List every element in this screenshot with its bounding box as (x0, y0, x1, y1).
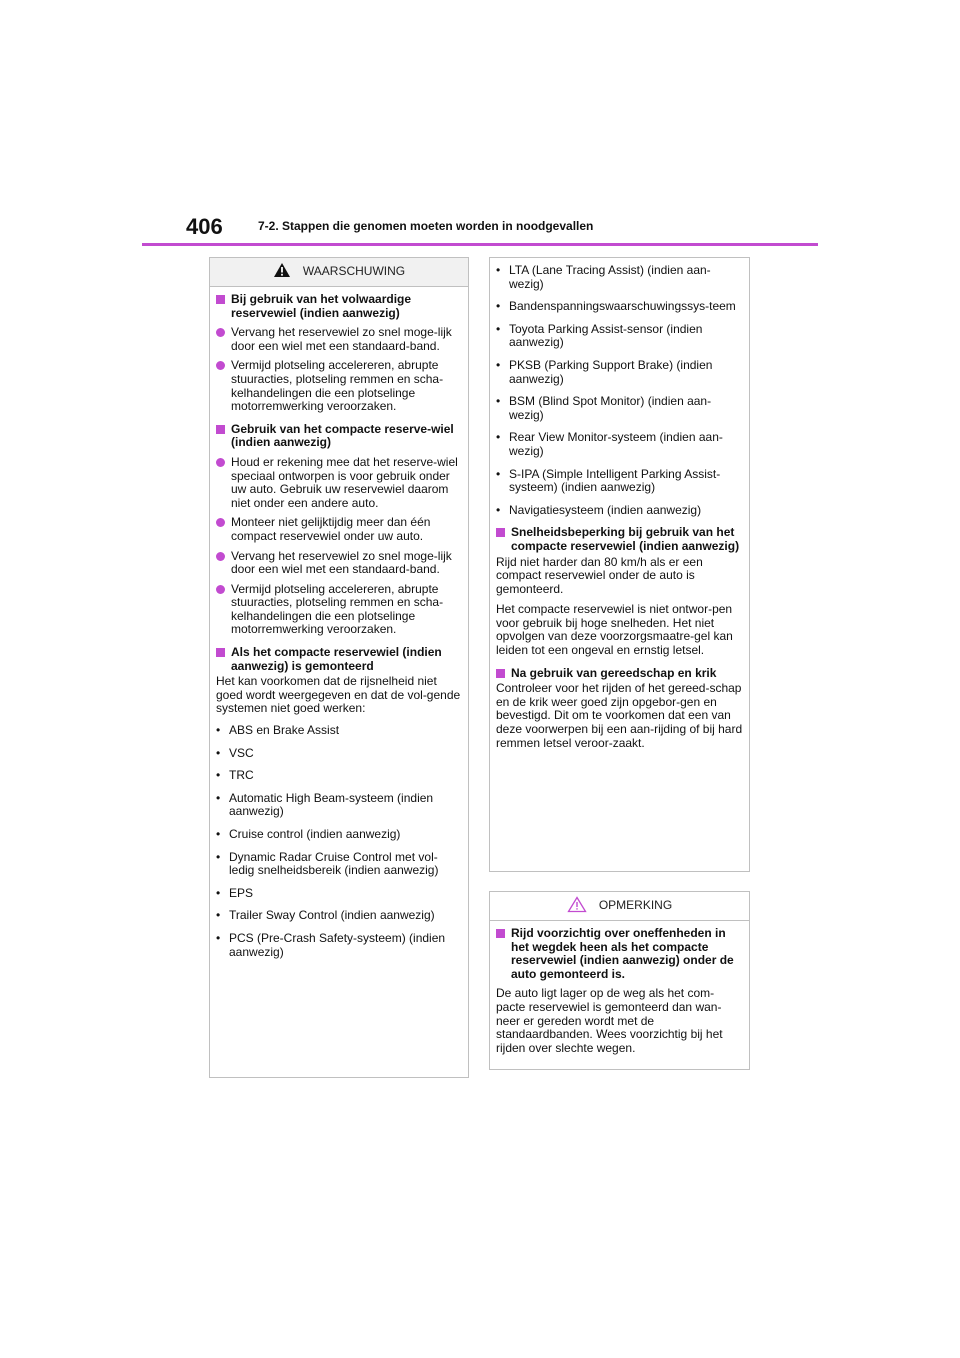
list-item-text: Bandenspanningswaarschuwingssys-teem (509, 299, 736, 314)
square-bullet-icon (496, 528, 505, 537)
paragraph: Rijd niet harder dan 80 km/h als er een compact reservewiel onder de auto is gemonteerd. (496, 554, 703, 596)
notice-box-header (490, 892, 749, 921)
list-item-text: Vervang het reservewiel zo snel moge-lijk door een wiel met een standaard-band. (231, 548, 452, 577)
paragraph: Het compacte reservewiel is niet ontwor-pen voor gebruik bij hoge snelheden. Het niet opvolgen van deze voorzorgsmaatre-gel kan leiden tot een ongeval en ernstig letsel. (496, 602, 733, 658)
list-item: • TRC (216, 768, 254, 783)
round-bullet-icon (216, 552, 225, 561)
warning-box-continued (489, 257, 750, 872)
notice-triangle-icon (567, 896, 587, 917)
list-item: • VSC (216, 745, 254, 760)
round-bullet-icon (216, 361, 225, 370)
list-item (216, 550, 462, 577)
list-item: • Toyota Parking Assist-sensor (indien aanwezig) (496, 323, 743, 350)
section-heading (496, 927, 743, 981)
notice-label: OPMERKING (598, 898, 673, 913)
list-item-text: Toyota Parking Assist-sensor (indien aanwezig) (509, 321, 703, 350)
warning-box-header (210, 258, 468, 287)
list-item-text: PCS (Pre-Crash Safety-systeem) (indien aanwezig) (229, 930, 446, 959)
list-item: • EPS (216, 885, 254, 900)
list-item: • Cruise control (indien aanwezig) (216, 827, 401, 841)
section-heading (496, 526, 743, 553)
list-item-text: Houd er rekening mee dat het reserve-wiel speciaal ontworpen is voor gebruik onder uw auto. Gebruik uw reservewiel daarom niet onder een andere auto. (231, 454, 458, 510)
list-item-text: Rear View Monitor-systeem (indien aan-wezig) (509, 430, 723, 458)
list-item-text: Vermijd plotseling accelereren, abrupte stuuracties, plotseling remmen en scha-kelhandelingen die een plotselinge motorremwerking veroorzaken. (231, 581, 444, 637)
warning-triangle-icon (273, 262, 291, 282)
list-item (216, 326, 462, 353)
section-heading (216, 646, 462, 673)
list-item: • Rear View Monitor-systeem (indien aan-wezig) (496, 431, 743, 458)
section-heading (216, 293, 462, 320)
list-item-text: Vervang het reservewiel zo snel moge-lijk door een wiel met een standaard-band. (231, 325, 452, 353)
list-item: • Trailer Sway Control (indien aanwezig) (216, 908, 435, 923)
systems-list (216, 724, 462, 959)
list-item (216, 583, 462, 637)
list-item-text: ABS en Brake Assist (229, 723, 340, 738)
list-item-text: LTA (Lane Tracing Assist) (indien aan-wezig) (509, 263, 711, 291)
paragraph: Het kan voorkomen dat de rijsnelheid niet goed wordt weergegeven en dat de vol-gende systemen niet goed werken: (216, 674, 461, 716)
paragraph: Controleer voor het rijden of het gereed-schap en de krik weer goed zijn opgebor-gen en bevestigd. Dit om te voorkomen dat een van deze voorwerpen bij een aan-rijding of bij hard remmen letsel veroor-zaakt. (496, 681, 743, 750)
list-item (216, 359, 462, 413)
list-item: • PCS (Pre-Crash Safety-systeem) (indien aanwezig) (216, 932, 462, 959)
heading-text: Na gebruik van gereedschap en krik (511, 665, 717, 680)
square-bullet-icon (216, 648, 225, 657)
list-item-text: PKSB (Parking Support Brake) (indien aanwezig) (509, 357, 713, 386)
heading-text: Gebruik van het compacte reserve-wiel (indien aanwezig) (231, 421, 454, 450)
list-item: • ABS en Brake Assist (216, 723, 340, 738)
list-item-text: BSM (Blind Spot Monitor) (indien aan-wezig) (509, 394, 712, 422)
list-item-text: Navigatiesysteem (indien aanwezig) (509, 502, 702, 517)
square-bullet-icon (216, 425, 225, 434)
list-item-text: TRC (229, 768, 254, 783)
list-item-text: Trailer Sway Control (indien aanwezig) (229, 908, 435, 923)
section-heading (496, 667, 743, 681)
warning-label: WAARSCHUWING (302, 264, 406, 279)
chapter-title: 7-2. Stappen die genomen moeten worden in noodgevallen (258, 219, 594, 233)
square-bullet-icon (216, 295, 225, 304)
heading-text: Bij gebruik van het volwaardige reservewiel (indien aanwezig) (231, 292, 412, 320)
list-item-text: VSC (229, 745, 254, 760)
section-heading (216, 423, 462, 450)
list-item-text: S-IPA (Simple Intelligent Parking Assist-systeem) (indien aanwezig) (509, 466, 721, 495)
square-bullet-icon (496, 929, 505, 938)
list-item: • Navigatiesysteem (indien aanwezig) (496, 502, 702, 517)
header-divider (142, 243, 818, 246)
list-item: • Automatic High Beam-systeem (indien aanwezig) (216, 792, 462, 819)
warning-box (209, 257, 469, 1078)
round-bullet-icon (216, 328, 225, 337)
list-item: • S-IPA (Simple Intelligent Parking Assist-systeem) (indien aanwezig) (496, 468, 743, 495)
list-item-text: Dynamic Radar Cruise Control met vol-ledig snelheidsbereik (indien aanwezig) (229, 849, 439, 878)
list-item-text: EPS (229, 885, 254, 900)
list-item: • LTA (Lane Tracing Assist) (indien aan-wezig) (496, 264, 743, 291)
list-item (216, 516, 462, 543)
heading-text: Rijd voorzichtig over oneffenheden in het wegdek heen als het compacte reservewiel (indien aanwezig) onder de auto gemonteerd is. (511, 926, 734, 981)
list-item: • BSM (Blind Spot Monitor) (indien aan-wezig) (496, 395, 743, 422)
notice-box (489, 891, 750, 1070)
list-item: • PKSB (Parking Support Brake) (indien aanwezig) (496, 359, 743, 386)
round-bullet-icon (216, 518, 225, 527)
page-number: 406 (186, 214, 223, 239)
heading-text: Als het compacte reservewiel (indien aanwezig) is gemonteerd (231, 645, 442, 673)
round-bullet-icon (216, 585, 225, 594)
list-item-text: Monteer niet gelijktijdig meer dan één compact reservewiel onder uw auto. (231, 515, 431, 543)
square-bullet-icon (496, 669, 505, 678)
list-item-text: Automatic High Beam-systeem (indien aanwezig) (229, 790, 434, 819)
list-item-text: Vermijd plotseling accelereren, abrupte stuuracties, plotseling remmen en scha-kelhandelingen die een plotselinge motorremwerking veroorzaken. (231, 358, 444, 414)
heading-text: Snelheidsbeperking bij gebruik van het compacte reservewiel (indien aanwezig) (511, 525, 740, 553)
list-item-text: Cruise control (indien aanwezig) (229, 827, 401, 841)
list-item (216, 456, 462, 510)
round-bullet-icon (216, 458, 225, 467)
list-item: • Dynamic Radar Cruise Control met vol-ledig snelheidsbereik (indien aanwezig) (216, 851, 462, 878)
paragraph: De auto ligt lager op de weg als het com-pacte reservewiel is gemonteerd dan wan-neer er gereden wordt met de standaardbanden. Wees voorzichtig bij het rijden over slechte wegen. (496, 986, 723, 1055)
list-item: • Bandenspanningswaarschuwingssys-teem (496, 299, 736, 314)
